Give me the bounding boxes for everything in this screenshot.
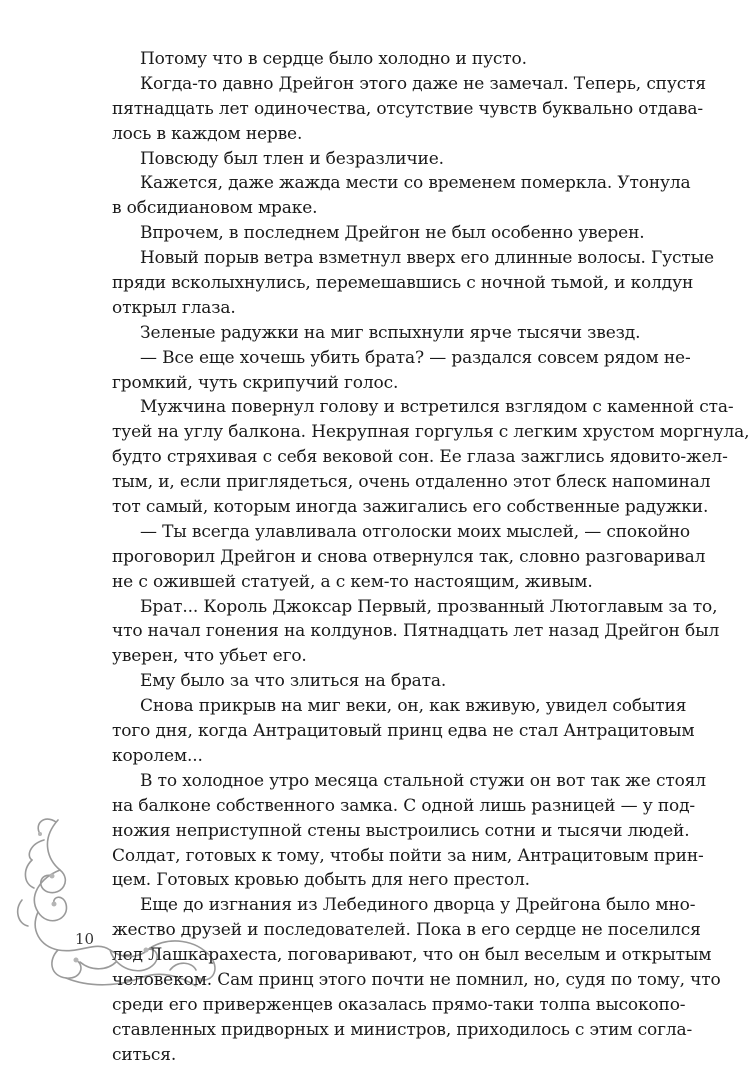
text-line: среди его приверженцев оказалась прямо-таки толпа высокопо-	[112, 994, 686, 1015]
text-line: Новый порыв ветра взметнул вверх его длинные волосы. Густые	[140, 248, 714, 269]
text-line: ставленных придворных и министров, приходилось с этим согла-	[112, 1019, 693, 1040]
text-line: проговорил Дрейгон и снова отвернулся так, словно разговаривал	[112, 546, 706, 567]
text-line: лось в каждом нерве.	[112, 123, 303, 144]
text-line: человеком. Сам принц этого почти не помнил, но, судя по тому, что	[112, 969, 721, 990]
text-line: Еще до изгнания из Лебединого дворца у Дрейгона было мно-	[140, 895, 696, 916]
text-line: Ему было за что злиться на брата.	[140, 671, 447, 692]
text-line: пятнадцать лет одиночества, отсутствие чувств буквально отдава-	[112, 98, 703, 119]
text-line: тым, и, если приглядеться, очень отдаленно этот блеск напоминал	[112, 472, 711, 493]
text-line: Потому что в сердце было холодно и пусто.	[140, 49, 527, 69]
text-line: — Все еще хочешь убить брата? — раздался совсем рядом не-	[140, 347, 691, 368]
text-line: ситься.	[112, 1044, 177, 1065]
text-line: туей на углу балкона. Некрупная горгулья с легким хрустом моргнула,	[112, 422, 750, 443]
text-line: тот самый, которым иногда зажигались его собственные радужки.	[112, 497, 709, 518]
page-number: 10	[75, 930, 95, 948]
text-line: Зеленые радужки на миг вспыхнули ярче тысячи звезд.	[140, 322, 641, 343]
text-line: жество друзей и последователей. Пока в его сердце не поселился	[112, 920, 701, 941]
text-line: королем...	[112, 745, 203, 766]
text-line: будто стряхивая с себя вековой сон. Ее глаза зажглись ядовито-жел-	[112, 447, 728, 468]
text-line: — Ты всегда улавливала отголоски моих мыслей, — спокойно	[140, 521, 691, 542]
text-line: открыл глаза.	[112, 297, 236, 318]
text-line: Когда-то давно Дрейгон этого даже не замечал. Теперь, спустя	[140, 73, 706, 94]
text-line: что начал гонения на колдунов. Пятнадцать лет назад Дрейгон был	[112, 621, 720, 642]
text-line: не с ожившей статуей, а с кем-то настоящим, живым.	[112, 571, 593, 592]
text-line: в обсидиановом мраке.	[112, 198, 318, 219]
text-line: Мужчина повернул голову и встретился взглядом с каменной ста-	[140, 397, 734, 418]
text-line: Кажется, даже жажда мести со временем померкла. Утонула	[140, 173, 691, 194]
text-line: громкий, чуть скрипучий голос.	[112, 372, 399, 393]
text-line: цем. Готовых кровью добыть для него престол.	[112, 870, 530, 891]
body-text	[112, 47, 750, 1068]
text-line: ножия неприступной стены выстроились сотни и тысячи людей.	[112, 820, 690, 841]
text-line: того дня, когда Антрацитовый принц едва не стал Антрацитовым	[112, 721, 695, 742]
text-line: Впрочем, в последнем Дрейгон не был особенно уверен.	[140, 223, 645, 244]
text-line: Солдат, готовых к тому, чтобы пойти за ним, Антрацитовым прин-	[112, 845, 704, 866]
text-line: уверен, что убьет его.	[112, 646, 307, 667]
text-line: Снова прикрыв на миг веки, он, как вживую, увидел события	[140, 696, 687, 717]
text-line: пряди всколыхнулись, перемешавшись с ночной тьмой, и колдун	[112, 273, 694, 294]
text-line: на балконе собственного замка. С одной лишь разницей — у под-	[112, 795, 696, 816]
text-line: В то холодное утро месяца стальной стужи он вот так же стоял	[140, 770, 706, 791]
text-line: Повсюду был тлен и безразличие.	[140, 148, 444, 169]
text-line: лед Лашкарахеста, поговаривают, что он был веселым и открытым	[112, 945, 712, 966]
text-line: Брат... Король Джоксар Первый, прозванный Лютоглавым за то,	[140, 596, 718, 617]
